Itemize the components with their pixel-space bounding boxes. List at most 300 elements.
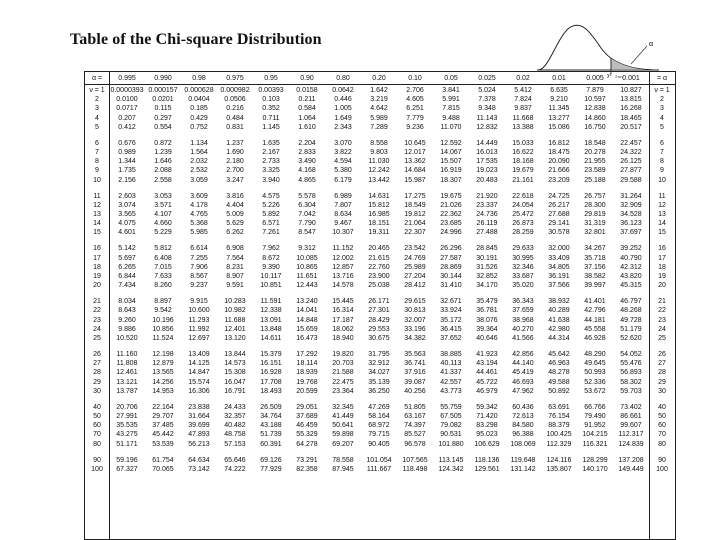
value-cell: 14.631 — [368, 192, 390, 200]
value-cell: 39.997 — [584, 282, 606, 290]
value-cell: 11.668 — [512, 114, 534, 122]
value-cell: 24.725 — [548, 192, 570, 200]
value-cell: 90.405 — [368, 440, 390, 448]
value-cell: 14.578 — [332, 282, 354, 290]
value-cell: 112.329 — [546, 440, 572, 448]
value-cell: 32.346 — [512, 263, 534, 271]
value-cell: 13.121 — [116, 378, 138, 386]
value-cell: 5.578 — [298, 192, 316, 200]
value-cell: 11.143 — [476, 114, 498, 122]
value-cell: 30.813 — [404, 307, 426, 315]
value-cell: 79.715 — [368, 431, 390, 439]
value-cell: 6.262 — [226, 229, 244, 237]
df-cell-left: 3 — [95, 105, 99, 113]
value-cell: 10.865 — [296, 263, 318, 271]
value-cell: 45.722 — [476, 378, 498, 386]
value-cell: 55.476 — [620, 360, 642, 368]
value-cell: 34.528 — [620, 211, 642, 218]
df-cell-right: 60 — [658, 422, 666, 430]
value-cell: 57.153 — [224, 440, 246, 448]
value-cell: 21.588 — [332, 369, 354, 377]
alpha-header-cell: 0.05 — [444, 75, 458, 82]
value-cell: 10.851 — [260, 282, 282, 290]
value-cell: 0.000157 — [148, 87, 178, 94]
value-cell: 11.160 — [116, 351, 138, 358]
value-cell: 25.188 — [584, 176, 606, 184]
value-cell: 16.473 — [296, 335, 318, 342]
value-cell: 31.795 — [368, 351, 390, 358]
value-cell: 28.259 — [512, 229, 534, 237]
df-cell-right: 23 — [658, 316, 666, 324]
density-curve — [539, 25, 655, 70]
value-cell: 38.932 — [548, 298, 570, 306]
df-cell-right: 12 — [658, 201, 666, 209]
df-cell-right: 80 — [658, 440, 666, 448]
value-cell: 18.151 — [368, 220, 390, 228]
value-cell: 16.306 — [188, 387, 210, 395]
value-cell: 9.348 — [478, 105, 496, 113]
value-cell: 8.558 — [370, 139, 388, 147]
value-cell: 9.237 — [190, 282, 208, 290]
value-cell: 0.185 — [190, 105, 208, 113]
value-cell: 7.807 — [334, 201, 352, 209]
value-cell: 12.879 — [152, 360, 174, 368]
value-cell: 32.007 — [404, 316, 426, 324]
value-cell: 50.641 — [332, 422, 354, 430]
value-cell: 15.812 — [368, 201, 390, 209]
value-cell: 21.064 — [404, 220, 426, 228]
value-cell: 48.268 — [620, 307, 642, 315]
value-cell: 13.409 — [188, 351, 210, 358]
value-cell: 8.260 — [154, 282, 172, 290]
value-cell: 8.907 — [226, 273, 244, 280]
value-cell: 12.198 — [152, 351, 174, 358]
value-cell: 0.00393 — [258, 87, 284, 94]
value-cell: 64.278 — [296, 440, 318, 448]
value-cell: 10.600 — [188, 307, 210, 315]
table-title: Table of the Chi-square Distribution — [70, 31, 322, 48]
alpha-header-cell: 0.995 — [118, 75, 136, 82]
value-cell: 5.412 — [514, 87, 532, 94]
df-cell-left: 12 — [93, 201, 101, 209]
value-cell: 60.436 — [512, 403, 534, 411]
value-cell: 84.580 — [512, 422, 534, 430]
value-cell: 19.675 — [440, 192, 462, 200]
value-cell: 29.633 — [512, 245, 534, 253]
df-cell-left: 14 — [93, 220, 101, 228]
value-cell: 15.033 — [512, 139, 534, 147]
value-cell: 1.145 — [262, 123, 280, 131]
value-cell: 20.278 — [584, 149, 606, 156]
value-cell: 124.342 — [438, 465, 464, 473]
value-cell: 2.088 — [154, 167, 172, 175]
value-cell: 11.030 — [368, 158, 390, 166]
value-cell: 24.054 — [512, 201, 534, 209]
value-cell: 22.164 — [152, 403, 174, 411]
alpha-header-cell: 0.975 — [226, 75, 244, 82]
value-cell: 41.401 — [584, 298, 606, 306]
value-cell: 10.307 — [332, 229, 354, 237]
value-cell: 0.0100 — [116, 96, 138, 104]
value-cell: 48.758 — [224, 431, 246, 439]
value-cell: 0.0642 — [332, 87, 354, 94]
value-cell: 5.991 — [442, 96, 460, 104]
alpha-header-cell: 0.90 — [300, 75, 314, 82]
table-row — [85, 387, 675, 397]
value-cell: 35.172 — [440, 316, 462, 324]
value-cell: 3.571 — [154, 201, 172, 209]
value-cell: 0.872 — [154, 139, 172, 147]
value-cell: 1.134 — [190, 139, 208, 147]
value-cell: 4.865 — [298, 176, 316, 184]
value-cell: 18.493 — [260, 387, 282, 395]
value-cell: 83.298 — [476, 422, 498, 430]
df-cell-left: 16 — [93, 245, 101, 253]
value-cell: 1.635 — [262, 139, 280, 147]
value-cell: 96.388 — [512, 431, 534, 439]
value-cell: 7.790 — [298, 220, 316, 228]
value-cell: 5.697 — [118, 254, 136, 262]
df-cell-right: 10 — [658, 176, 666, 184]
value-cell: 58.164 — [368, 413, 390, 420]
value-cell: 47.893 — [188, 431, 210, 439]
alpha-header-cell: 0.95 — [264, 75, 278, 82]
value-cell: 12.697 — [188, 335, 210, 342]
table-row — [85, 440, 675, 450]
df-cell-left: 21 — [93, 298, 101, 306]
value-cell: 0.352 — [262, 105, 280, 113]
value-cell: 88.379 — [548, 422, 570, 430]
value-cell: 51.171 — [116, 440, 138, 448]
value-cell: 32.909 — [620, 201, 642, 209]
value-cell: 3.816 — [226, 192, 244, 200]
value-cell: 1.564 — [190, 149, 208, 156]
value-cell: 46.963 — [548, 360, 570, 368]
value-cell: 82.358 — [296, 465, 318, 473]
value-cell: 3.247 — [226, 176, 244, 184]
alpha-label: α — [649, 39, 654, 48]
df-cell-right: 9 — [660, 167, 664, 175]
df-cell-left: 40 — [93, 403, 101, 411]
value-cell: 44.314 — [548, 335, 570, 342]
value-cell: 16.791 — [224, 387, 246, 395]
df-cell-right: 22 — [658, 307, 666, 315]
value-cell: 10.520 — [116, 335, 138, 342]
value-cell: 13.787 — [116, 387, 138, 395]
value-cell: 7.564 — [226, 254, 244, 262]
value-cell: 8.567 — [190, 273, 208, 280]
value-cell: 2.706 — [406, 87, 424, 94]
tail-area — [611, 58, 655, 70]
value-cell: 113.145 — [438, 456, 464, 464]
value-cell: 0.103 — [262, 96, 280, 104]
value-cell: 34.267 — [584, 245, 606, 253]
value-cell: 9.837 — [514, 105, 532, 113]
value-cell: 73.402 — [620, 403, 642, 411]
df-cell-left: 23 — [93, 316, 101, 324]
value-cell: 23.838 — [188, 403, 210, 411]
value-cell: 2.532 — [190, 167, 208, 175]
value-cell: 13.277 — [548, 114, 570, 122]
value-cell: 6.251 — [406, 105, 424, 113]
alpha-header-cell: 0.80 — [336, 75, 350, 82]
value-cell: 29.819 — [584, 211, 606, 218]
value-cell: 1.610 — [298, 123, 316, 131]
value-cell: 29.141 — [548, 220, 570, 228]
df-cell-left: 29 — [93, 378, 101, 386]
value-cell: 60.391 — [260, 440, 282, 448]
value-cell: 42.312 — [620, 263, 642, 271]
value-cell: 0.584 — [298, 105, 316, 113]
value-cell: 2.204 — [298, 139, 316, 147]
value-cell: 26.119 — [476, 220, 498, 228]
df-cell-left: 18 — [93, 263, 101, 271]
value-cell: 11.152 — [332, 245, 354, 253]
value-cell: 43.773 — [440, 387, 462, 395]
value-cell: 3.070 — [334, 139, 352, 147]
df-cell-right: 25 — [658, 335, 666, 342]
value-cell: 5.024 — [478, 87, 496, 94]
value-cell: 14.848 — [296, 316, 318, 324]
value-cell: 32.852 — [476, 273, 498, 280]
value-cell: 41.923 — [476, 351, 498, 358]
value-cell: 16.985 — [368, 211, 390, 218]
value-cell: 48.278 — [548, 369, 570, 377]
value-cell: 21.026 — [440, 201, 462, 209]
value-cell: 40.646 — [476, 335, 498, 342]
value-cell: 36.781 — [476, 307, 498, 315]
value-cell: 15.086 — [548, 123, 570, 131]
value-cell: 9.542 — [154, 307, 172, 315]
value-cell: 44.461 — [476, 369, 498, 377]
value-cell: 4.594 — [334, 158, 352, 166]
value-cell: 0.446 — [334, 96, 352, 104]
value-cell: 16.928 — [260, 369, 282, 377]
df-cell-right: 40 — [658, 403, 666, 411]
value-cell: 40.289 — [548, 307, 570, 315]
value-cell: 35.020 — [512, 282, 534, 290]
value-cell: 6.908 — [226, 245, 244, 253]
value-cell: 9.260 — [118, 316, 136, 324]
value-cell: 131.142 — [510, 465, 536, 473]
value-cell: 23.542 — [404, 245, 426, 253]
value-cell: 36.191 — [548, 273, 570, 280]
value-cell: 46.979 — [476, 387, 498, 395]
df-cell-right: 15 — [658, 229, 666, 237]
value-cell: 29.553 — [368, 325, 390, 333]
value-cell: 0.989 — [118, 149, 136, 156]
value-cell: 21.615 — [368, 254, 390, 262]
value-cell: 9.210 — [550, 96, 568, 104]
df-cell-left: 25 — [93, 335, 101, 342]
value-cell: 38.885 — [440, 351, 462, 358]
df-cell-right: 50 — [658, 413, 666, 420]
value-cell: 39.252 — [620, 245, 642, 253]
df-cell-right: 28 — [658, 369, 666, 377]
value-cell: 74.397 — [404, 422, 426, 430]
value-cell: 66.766 — [584, 403, 606, 411]
value-cell: 128.299 — [582, 456, 608, 464]
value-cell: 28.412 — [404, 282, 426, 290]
value-cell: 17.275 — [404, 192, 426, 200]
value-cell: 24.433 — [224, 403, 246, 411]
value-cell: 12.838 — [584, 105, 606, 113]
alpha-header-cell: 0.990 — [154, 75, 172, 82]
value-cell: 18.939 — [296, 369, 318, 377]
value-cell: 31.319 — [584, 220, 606, 228]
value-cell: 13.091 — [260, 316, 282, 324]
value-cell: 29.615 — [404, 298, 426, 306]
value-cell: 12.443 — [296, 282, 318, 290]
value-cell: 15.987 — [404, 176, 426, 184]
df-cell-right: 30 — [658, 387, 666, 395]
value-cell: 11.293 — [188, 316, 210, 324]
value-cell: 19.768 — [296, 378, 318, 386]
value-cell: 37.485 — [152, 422, 174, 430]
value-cell: 10.085 — [296, 254, 318, 262]
value-cell: 30.191 — [476, 254, 498, 262]
alpha-header-cell: 0.025 — [478, 75, 496, 82]
df-cell-left: 80 — [93, 440, 101, 448]
value-cell: 24.736 — [476, 211, 498, 218]
value-cell: 15.445 — [332, 298, 354, 306]
value-cell: 14.684 — [404, 167, 426, 175]
value-cell: 6.179 — [334, 176, 352, 184]
value-cell: 2.156 — [118, 176, 136, 184]
value-cell: 34.764 — [260, 413, 282, 420]
value-cell: 8.034 — [118, 298, 136, 306]
df-cell-right: 21 — [658, 298, 666, 306]
value-cell: 5.142 — [118, 245, 136, 253]
alpha-header-cell: 0.02 — [516, 75, 530, 82]
value-cell: 29.051 — [296, 403, 318, 411]
value-cell: 39.699 — [188, 422, 210, 430]
value-cell: 63.691 — [548, 403, 570, 411]
value-cell: 0.0506 — [224, 96, 246, 104]
value-cell: 9.591 — [226, 282, 244, 290]
value-cell: 41.337 — [440, 369, 462, 377]
value-cell: 5.629 — [226, 220, 244, 228]
value-cell: 61.754 — [152, 456, 174, 464]
df-cell-right: 6 — [660, 139, 664, 147]
value-cell: 101.054 — [366, 456, 392, 464]
df-cell-right: 4 — [660, 114, 664, 122]
df-cell-right: 16 — [658, 245, 666, 253]
value-cell: 2.180 — [226, 158, 244, 166]
df-cell-left: 24 — [93, 325, 101, 333]
value-cell: 25.989 — [404, 263, 426, 271]
value-cell: 6.265 — [118, 263, 136, 271]
value-cell: 47.269 — [368, 403, 390, 411]
value-cell: 27.688 — [548, 211, 570, 218]
value-cell: 18.307 — [440, 176, 462, 184]
value-cell: 14.953 — [152, 387, 174, 395]
value-cell: 16.622 — [512, 149, 534, 156]
value-cell: 100.425 — [546, 431, 572, 439]
value-cell: 8.547 — [298, 229, 316, 237]
value-cell: 36.741 — [404, 360, 426, 368]
value-cell: 0.676 — [118, 139, 136, 147]
df-cell-right: 5 — [660, 123, 664, 131]
value-cell: 56.213 — [188, 440, 210, 448]
value-cell: 50.892 — [548, 387, 570, 395]
value-cell: 8.634 — [334, 211, 352, 218]
value-cell: 29.588 — [620, 176, 642, 184]
value-cell: 4.575 — [262, 192, 280, 200]
value-cell: 1.649 — [334, 114, 352, 122]
df-cell-right: ν = 1 — [654, 87, 670, 94]
value-cell: 42.980 — [548, 325, 570, 333]
value-cell: 73.291 — [296, 456, 318, 464]
value-cell: 10.196 — [152, 316, 174, 324]
value-cell: 49.645 — [584, 360, 606, 368]
value-cell: 91.952 — [584, 422, 606, 430]
chi-sub-label: 1-α,ν — [615, 74, 624, 78]
alpha-header-label: α = — [91, 75, 103, 82]
df-cell-right: 20 — [658, 282, 666, 290]
value-cell: 26.509 — [260, 403, 282, 411]
value-cell: 20.090 — [548, 158, 570, 166]
value-cell: 118.498 — [402, 465, 428, 473]
value-cell: 7.289 — [370, 123, 388, 131]
value-cell: 24.996 — [440, 229, 462, 237]
value-cell: 22.307 — [404, 229, 426, 237]
value-cell: 5.380 — [334, 167, 352, 175]
value-cell: 10.283 — [224, 298, 246, 306]
df-cell-right: 3 — [660, 105, 664, 113]
value-cell: 71.420 — [476, 413, 498, 420]
value-cell: 13.716 — [332, 273, 354, 280]
df-cell-right: 7 — [660, 149, 664, 156]
value-cell: 4.642 — [370, 105, 388, 113]
value-cell: 8.643 — [118, 307, 136, 315]
value-cell: 44.140 — [512, 360, 534, 368]
value-cell: 0.0158 — [296, 87, 318, 94]
value-cell: 6.304 — [298, 201, 316, 209]
value-cell: 19.812 — [404, 211, 426, 218]
df-cell-right: 17 — [658, 254, 666, 262]
value-cell: 63.167 — [404, 413, 426, 420]
value-cell: 1.005 — [334, 105, 352, 113]
value-cell: 0.211 — [298, 96, 316, 104]
value-cell: 26.296 — [440, 245, 462, 253]
df-cell-left: 10 — [93, 176, 101, 184]
value-cell: 2.603 — [118, 192, 136, 200]
value-cell: 149.449 — [618, 465, 644, 473]
value-cell: 95.023 — [476, 431, 498, 439]
value-cell: 67.505 — [440, 413, 462, 420]
value-cell: 17.708 — [260, 378, 282, 386]
value-cell: 30.675 — [368, 335, 390, 342]
value-cell: 129.561 — [474, 465, 500, 473]
value-cell: 23.364 — [332, 387, 354, 395]
value-cell: 54.052 — [620, 351, 642, 358]
value-cell: 7.261 — [262, 229, 280, 237]
value-cell: 2.343 — [334, 123, 352, 131]
value-cell: 79.490 — [584, 413, 606, 420]
value-cell: 0.0717 — [116, 105, 138, 113]
value-cell: 49.728 — [620, 316, 642, 324]
value-cell: 13.388 — [512, 123, 534, 131]
value-cell: 33.196 — [404, 325, 426, 333]
value-cell: 13.240 — [296, 298, 318, 306]
value-cell: 7.779 — [406, 114, 424, 122]
value-cell: 111.667 — [366, 465, 392, 473]
value-cell: 17.292 — [296, 351, 318, 358]
value-cell: 11.591 — [260, 298, 282, 306]
value-cell: 135.807 — [546, 465, 572, 473]
value-cell: 10.982 — [224, 307, 246, 315]
